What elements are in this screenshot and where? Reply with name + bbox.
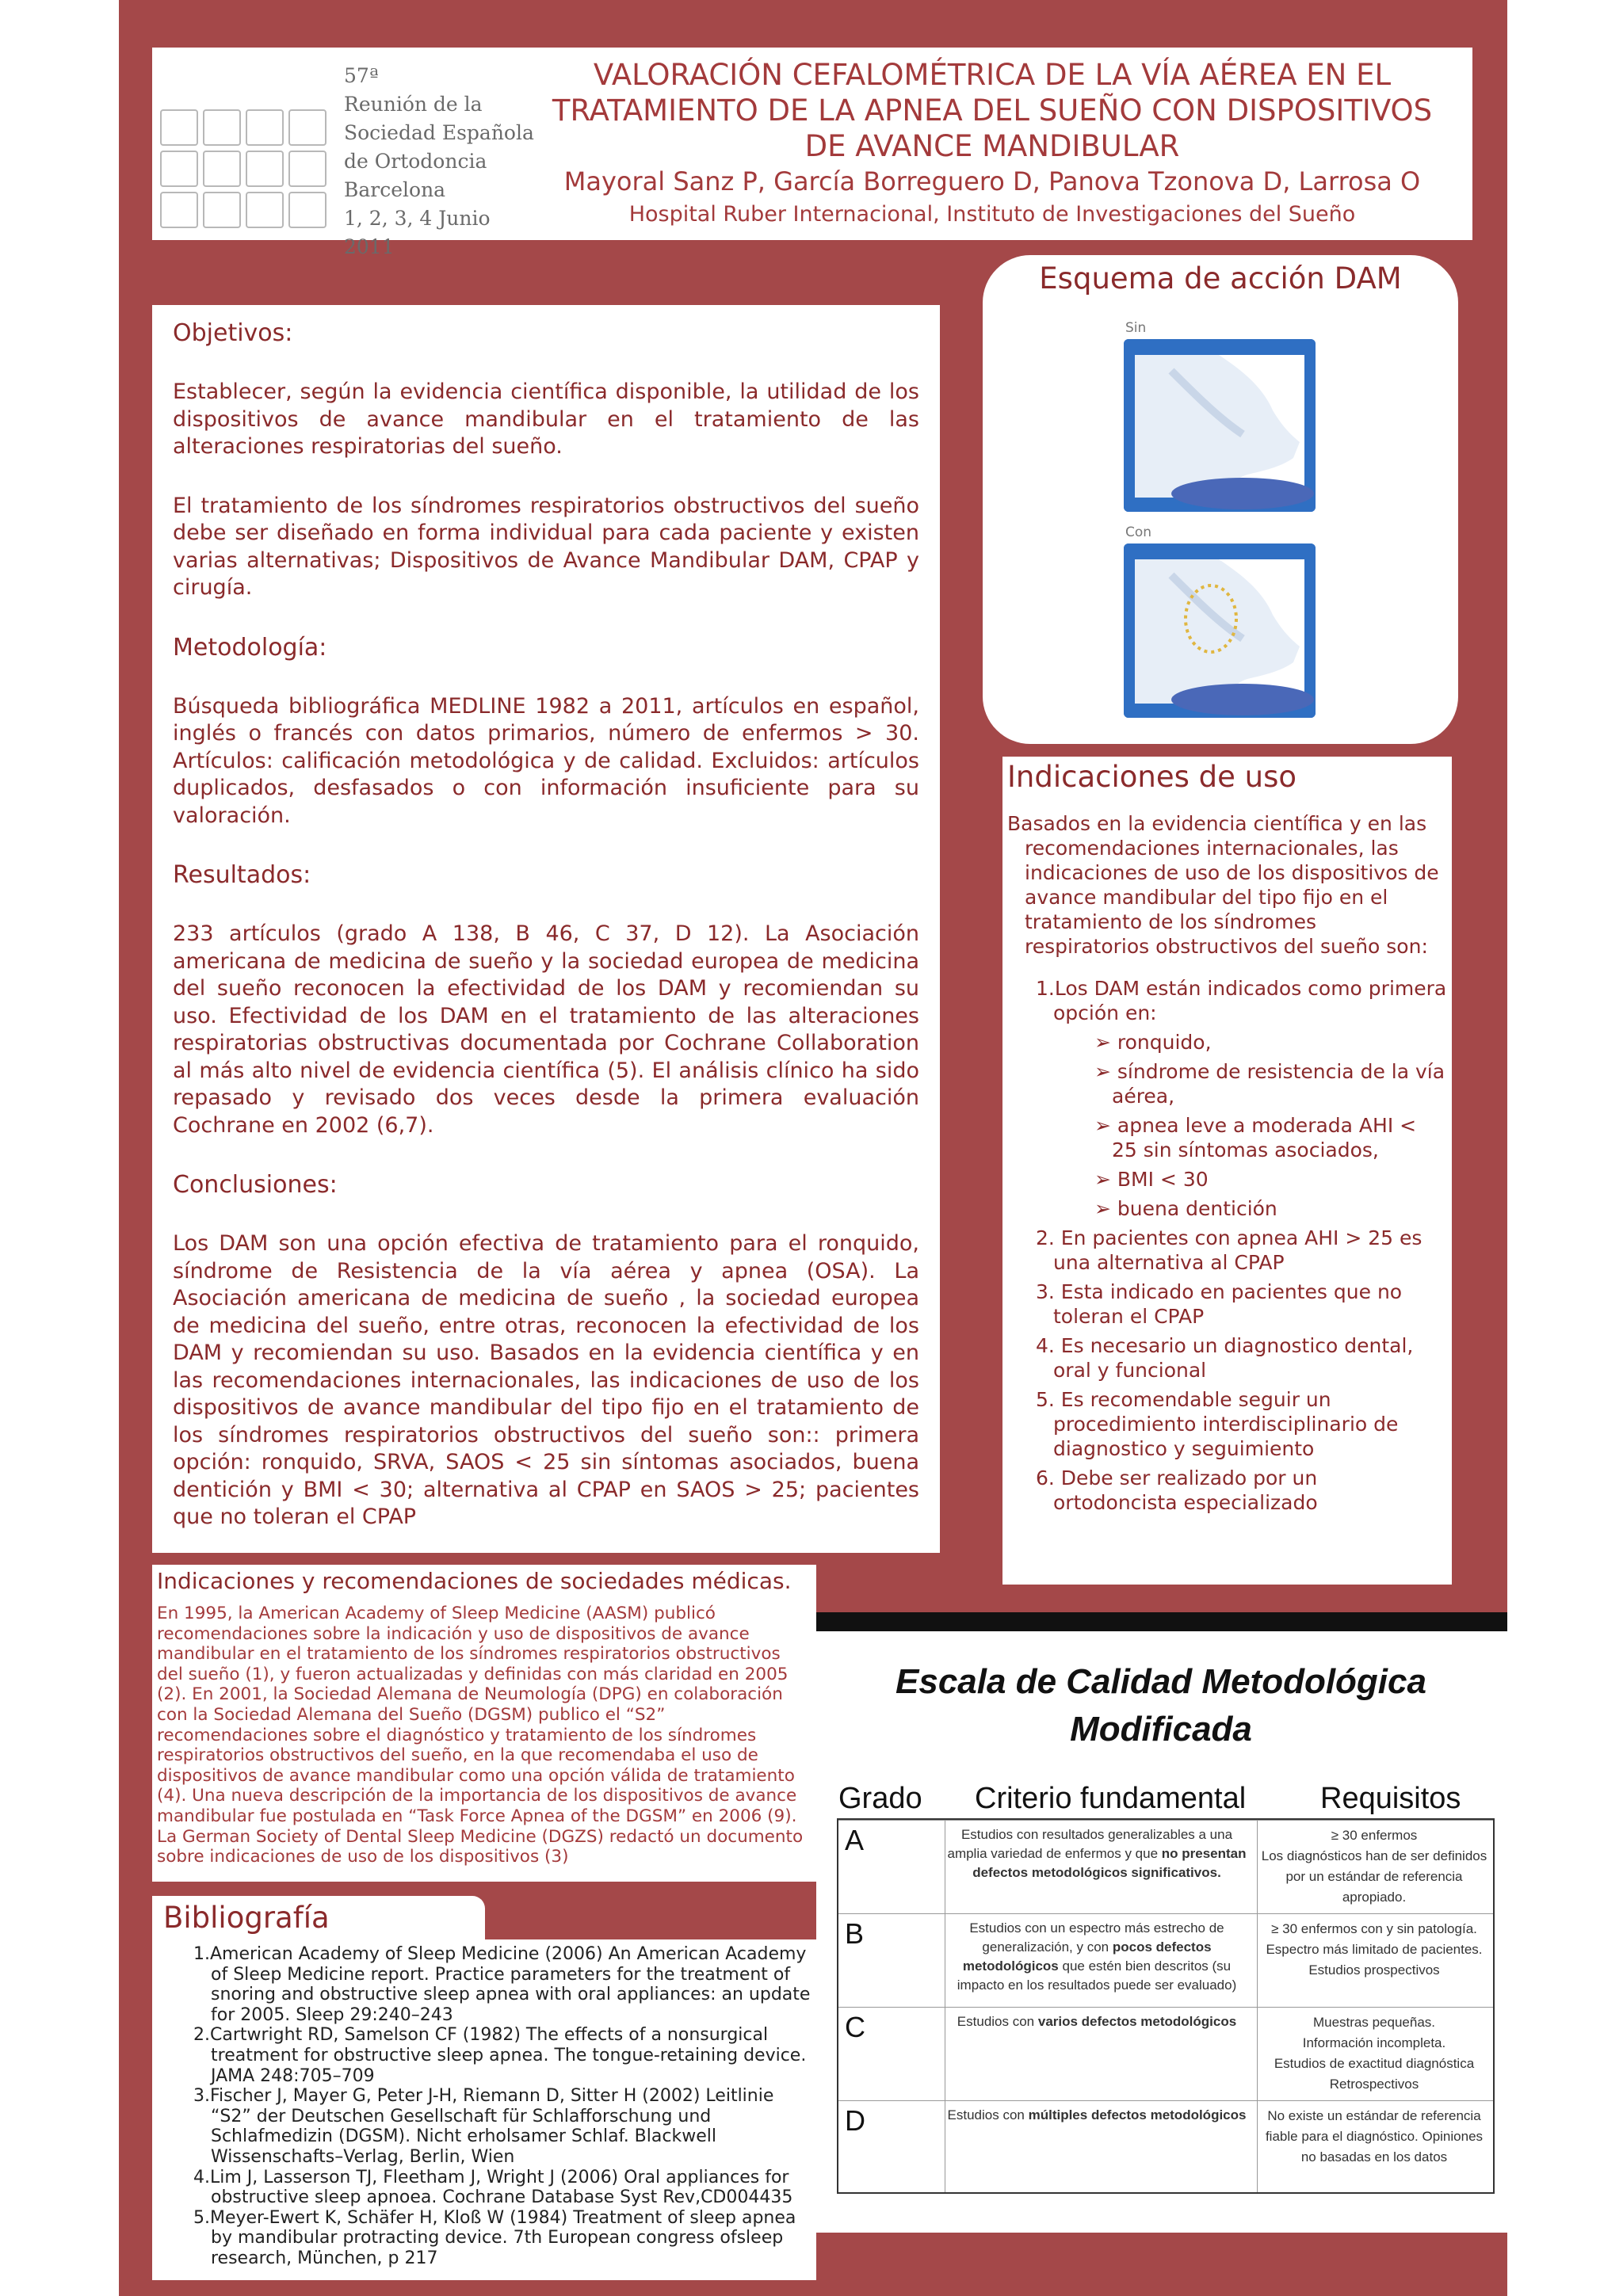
sociedades-body: En 1995, la American Academy of Sleep Medicine (AASM) publicó recomendaciones sobre la indicación y uso de dispositivos de avance mandibular en el tratamiento de los síndromes respiratorios obstructivos del sueño (1), y fueron actualizadas y definidas con más claridad en 2005 (2). En 2001, la Sociedad Alemana de Neumología (DPG) en colaboración con la Sociedad Alemana del Sueño (DGSM) publico el “S2” recomendaciones sobre el diagnóstico y tratamiento de los síndromes respiratorios obstructivos del sueño, en la que recomendaba el uso de dispositivos de avance mandibular como una opción válida de tratamiento (4). Una nueva descripción de la importancia de los dispositivos de avance mandibular fue postulada en “Task Force Apnea of the DGSM” en 2006 (9). La German Society of Dental Sleep Medicine (DGZS) redactó un documento sobre indicaciones de uso de los dispositivos (3) <box>157 1604 804 1867</box>
header-panel <box>152 48 1472 258</box>
criterio-text: Estudios con <box>957 2014 1038 2029</box>
head-profile-icon <box>1124 339 1316 512</box>
criterio-bold: múltiples defectos metodológicos <box>1028 2107 1247 2122</box>
indicaciones-uso-heading: Indicaciones de uso <box>1007 760 1297 794</box>
conclusiones-paragraph: Los DAM son una opción efectiva de tratamiento para el ronquido, síndrome de Resistencia de la vía aérea y apnea (OSA). La Asociación americana de medicina de sueño , la sociedad europea de medicina del sueño, entre otras, reconocen la efectividad de los DAM y recomiendan su uso. Basados en la evidencia científica y en las recomendaciones internacionales, las indicaciones de uso de los dispositivos de avance mandibular del tipo fijo en el tratamiento de los síndromes respiratorios obstructivos del sueño son:: primera opción: ronquido, SRVA, SAOS < 25 sin síntomas asociados, buena dentición y BMI < 30; alternativa al CPAP en SAOS > 25; pacientes que no toleran el CPAP <box>173 1231 919 1529</box>
main-text-panel <box>152 305 940 1553</box>
column-header-requisitos: Requisitos <box>1320 1782 1461 1815</box>
meeting-line: Reunión de la <box>344 93 483 116</box>
criterio-bold: pocos defectos metodológicos <box>962 1939 1212 1974</box>
indicacion-item: 3. Esta indicado en pacientes que no toleran el CPAP <box>1036 1280 1403 1328</box>
escala-panel <box>816 1612 1507 2296</box>
reference-item: 2.Cartwright RD, Samelson CF (1982) The effects of a nonsurgical treatment for obstructive sleep apnea. The tongue-retaining device. JAMA 248:705–709 <box>193 2025 807 2086</box>
meeting-line: Sociedad Española <box>344 121 534 144</box>
grade-cell: A <box>845 1824 865 1856</box>
criterio-text: que estén bien descritos (su impacto en los resultados puede ser evaluado) <box>957 1958 1237 1993</box>
indicacion-item: 5. Es recomendable seguir un procedimiento interdisciplinario de diagnostico y seguimiento <box>1036 1388 1399 1460</box>
indicacion-item: 2. En pacientes con apnea AHI > 25 es una alternativa al CPAP <box>1036 1226 1423 1274</box>
indicaciones-uso-panel <box>1002 757 1452 1585</box>
reference-item: 1.American Academy of Sleep Medicine (2006) An American Academy of Sleep Medicine report. Practice parameters for the treatment of snoring and obstructive sleep apnea with oral appliances: an update for 2005. Sleep 29:240–243 <box>193 1944 811 2025</box>
esquema-heading: Esquema de acción DAM <box>1039 261 1402 296</box>
criterio-bold: varios defectos metodológicos <box>1037 2014 1237 2029</box>
poster-authors: Mayoral Sanz P, García Borreguero D, Panova Tzonova D, Larrosa O <box>563 166 1421 196</box>
criterio-text: Estudios con resultados generalizables a una amplia variedad de enfermos y que <box>947 1827 1233 1861</box>
table-row <box>838 2100 1493 2193</box>
indicacion-item: 6. Debe ser realizado por un ortodoncista especializado <box>1036 1466 1318 1514</box>
head-profile-with-device-icon <box>1124 543 1316 718</box>
indicaciones-uso-intro: Basados en la evidencia científica y en las recomendaciones internacionales, las indicaciones de uso de los dispositivos de avance mandibular del tipo fijo en el tratamiento de los síndromes respiratorios obstructivos del sueño son: <box>1007 812 1439 958</box>
reference-item: 4.Lim J, Lasserson TJ, Fleetham J, Wright J (2006) Oral appliances for obstructive sleep apnoea. Cochrane Database Syst Rev,CD004435 <box>193 2167 793 2208</box>
indicacion-subitem: ➢ ronquido, <box>1094 1031 1212 1054</box>
congress-logo <box>160 62 534 258</box>
grade-cell: D <box>845 2104 865 2137</box>
poster-footer-band <box>816 2233 1507 2296</box>
table-row <box>838 2007 1493 2101</box>
criterio-text: Estudios con un espectro más estrecho de generalización, y con <box>969 1920 1224 1955</box>
requisitos-cell: No existe un estándar de referencia fiable para el diagnóstico. Opiniones no basadas en los datos <box>1265 2108 1484 2164</box>
meeting-city: Barcelona <box>344 178 446 201</box>
escala-table <box>837 1818 1495 2194</box>
meeting-line: de Ortodoncia <box>344 150 487 173</box>
column-header-criterio: Criterio fundamental <box>975 1782 1247 1815</box>
meeting-number: 57ª <box>344 64 379 87</box>
poster-title: VALORACIÓN CEFALOMÉTRICA DE LA VÍA AÉREA EN EL TRATAMIENTO DE LA APNEA DEL SUEÑO CON DISPOSITIVOS DE AVANCE MANDIBULAR <box>552 58 1433 163</box>
metodologia-paragraph: Búsqueda bibliográfica MEDLINE 1982 a 2011, artículos en español, inglés o francés con datos primarios, número de enfermos > 30. Artículos: calificación metodológica y de calidad. Excluidos: artículos duplicados, desfasados o con información insuficiente para su valoración. <box>173 693 919 828</box>
bibliografia-heading: Bibliografía <box>163 1901 330 1935</box>
poster-institution: Hospital Ruber Internacional, Instituto de Investigaciones del Sueño <box>628 202 1356 227</box>
requisitos-cell: Muestras pequeñas. Información incompleta. Estudios de exactitud diagnóstica Retrospectivos <box>1274 2015 1475 2092</box>
objetivos-paragraph: Establecer, según la evidencia científica disponible, la utilidad de los dispositivos de avance mandibular en el tratamiento de las alteraciones respiratorias del sueño. <box>173 379 919 459</box>
airway-without-device-illustration <box>1124 339 1316 512</box>
indicacion-subitem: ➢ síndrome de resistencia de la vía aérea, <box>1094 1060 1445 1108</box>
bibliografia-panel <box>152 1939 832 2280</box>
criterio-cell <box>946 2012 1247 2031</box>
grade-cell: C <box>845 2011 865 2043</box>
criterio-cell <box>946 2106 1247 2125</box>
label-sin: Sin <box>1125 320 1147 336</box>
requisitos-cell: ≥ 30 enfermos con y sin patología. Espectro más limitado de pacientes. Estudios prospectivos <box>1266 1921 1483 1978</box>
indicacion-item: 1.Los DAM están indicados como primera opción en: <box>1036 977 1447 1024</box>
meeting-info <box>344 62 534 261</box>
conclusiones-heading: Conclusiones: <box>173 1171 338 1199</box>
objetivos-paragraph: El tratamiento de los síndromes respiratorios obstructivos del sueño debe ser diseñado en forma individual para cada paciente y existen varias alternativas; Dispositivos de Avance Mandibular DAM, CPAP y cirugía. <box>173 493 919 600</box>
indicacion-subitem: ➢ buena dentición <box>1094 1197 1277 1220</box>
meeting-dates: 1, 2, 3, 4 Junio 2011 <box>344 207 491 258</box>
criterio-bold: no presentan defectos metodológicos significativos. <box>972 1846 1247 1880</box>
criterio-cell <box>946 1825 1247 1882</box>
metodologia-heading: Metodología: <box>173 633 327 662</box>
reference-item: 5.Meyer-Ewert K, Schäfer H, Kloß W (1984) Treatment of sleep apnea by mandibular protracting device. 7th European congress ofsleep research, München, p 217 <box>193 2207 796 2268</box>
resultados-heading: Resultados: <box>173 861 311 889</box>
objetivos-heading: Objetivos: <box>173 319 293 347</box>
criterio-text: Estudios con <box>947 2107 1029 2122</box>
indicacion-item: 4. Es necesario un diagnostico dental, oral y funcional <box>1036 1334 1414 1382</box>
resultados-paragraph: 233 artículos (grado A 138, B 46, C 37, D 12). La Asociación americana de medicina de sueño y la sociedad europea de medicina del sueño reconocen la efectividad de los DAM y recomiendan su uso. Efectividad de los DAM en el tratamiento de las alteraciones respiratorias obstructivas documentada por Cochrane Collaboration al más alto nivel de evidencia científica (5). El análisis clínico ha sido repasado y revisado dos veces desde la primera evaluación Cochrane en 2002 (6,7). <box>173 921 919 1138</box>
criterio-cell <box>946 1919 1247 1995</box>
esquema-panel <box>983 255 1458 744</box>
reference-item: 3.Fischer J, Mayer G, Peter J-H, Riemann D, Sitter H (2002) Leitlinie “S2” der Deutschen Gesellschaft für Schlafforschung und Schlafmedizin (DGSM). Nicht erholsamer Schlaf. Blackwell Wissenschafts–Verlag, Berlin, Wien <box>193 2086 774 2167</box>
grade-cell: B <box>845 1917 865 1950</box>
bibliografia-tab <box>152 1896 485 1945</box>
table-row <box>838 1913 1493 2008</box>
indicacion-subitem: ➢ apnea leve a moderada AHI < 25 sin síntomas asociados, <box>1094 1114 1417 1161</box>
requisitos-cell: ≥ 30 enfermos Los diagnósticos han de ser definidos por un estándar de referencia apropiado. <box>1261 1828 1487 1905</box>
logo-pattern-icon <box>160 109 327 228</box>
table-row <box>838 1820 1493 1914</box>
indicacion-subitem: ➢ BMI < 30 <box>1094 1168 1209 1191</box>
sociedades-panel <box>152 1565 816 1882</box>
escala-title: Escala de Calidad Metodológica Modificada <box>896 1662 1426 1749</box>
column-header-grado: Grado <box>838 1782 922 1815</box>
airway-with-device-illustration <box>1124 543 1316 718</box>
label-con: Con <box>1125 524 1152 540</box>
escala-top-bar <box>816 1612 1507 1631</box>
sociedades-heading: Indicaciones y recomendaciones de sociedades médicas. <box>157 1568 792 1594</box>
